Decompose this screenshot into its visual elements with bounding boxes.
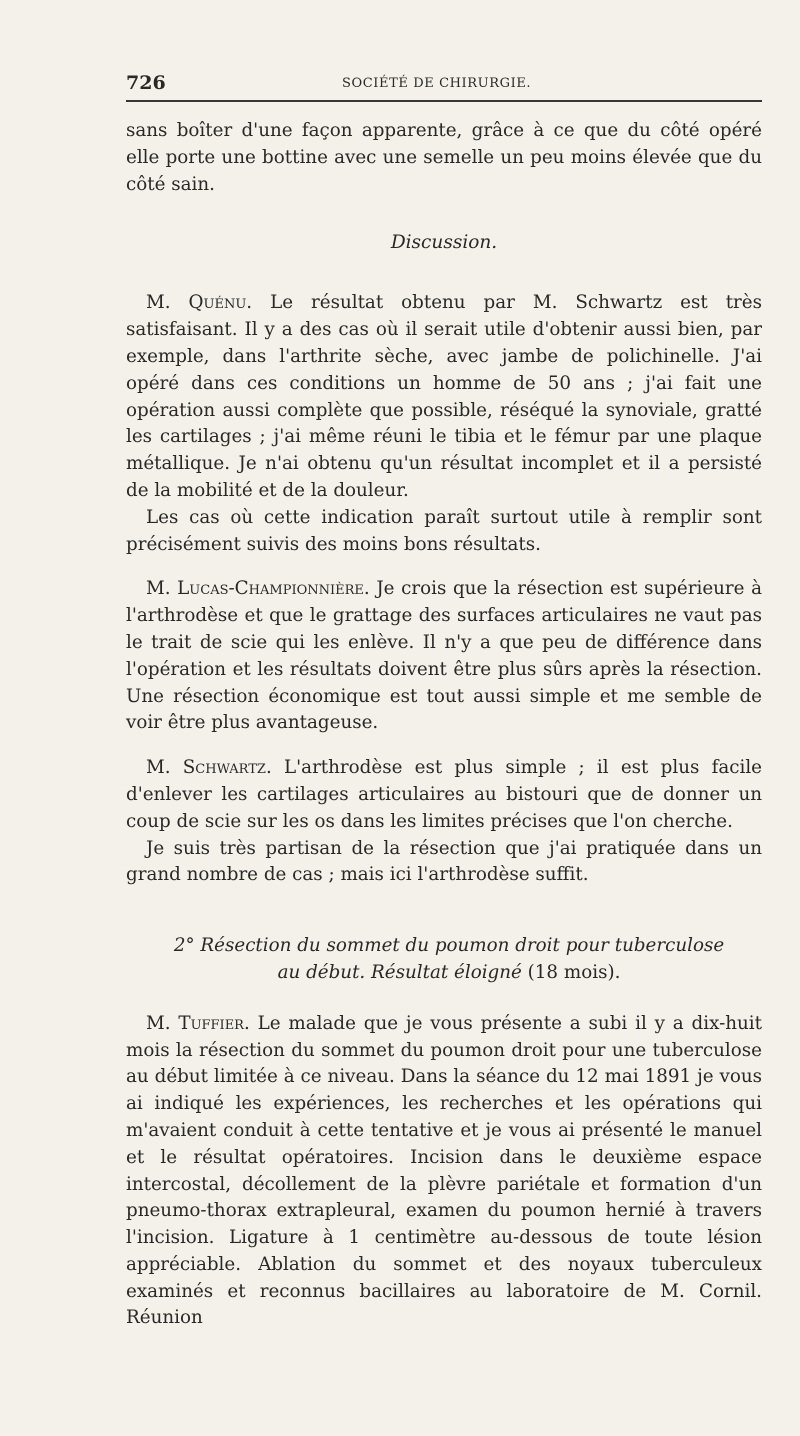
page-header [126, 66, 762, 94]
paragraph-tuffier [126, 1011, 762, 1333]
speaker-lucas-championniere: M. Lucas-Championnière. [146, 578, 370, 600]
paragraph-schwartz-2: Je suis très partisan de la résection que j'ai pratiquée dans un grand nombre de cas ; mais ici l'arthrodèse suffit. [126, 837, 762, 886]
text-quenu: Le résultat obtenu par M. Schwartz est très satisfaisant. Il y a des cas où il serait utile d'obtenir aussi bien, par exemple, dans l'arthrite sèche, avec jambe de polichinelle. J'ai opéré dans ces conditions un homme de 50 ans ; j'ai fait une opération aussi complète que possible, réséqué la synoviale, gratté les cartilages ; j'ai même réuni le tibia et le fémur par une plaque métallique. Je n'ai obtenu qu'un résultat incomplet et il a persisté de la mobilité et de la douleur. [126, 292, 762, 501]
text-tuffier: Le malade que je vous présente a subi il y a dix-huit mois la résection du sommet du poumon droit pour une tuberculose au début limitée à ce niveau. Dans la séance du 12 mai 1891 je vous ai indiqué les expériences, les recherches et les opérations qui m'avaient conduit à cette tentative et je vous ai présenté le manuel et le résultat opératoires. Incision dans le deuxième espace intercostal, décollement de la plèvre pariétale et formation d'un pneumo-thorax extrapleural, examen du poumon hernié à travers l'incision. Ligature à 1 centimètre au-dessous de toute lésion appréciable. Ablation du sommet et des noyaux tuberculeux examinés et reconnus bacillaires au laboratoire de M. Cornil. Réunion [126, 1012, 762, 1329]
text-lucas: Je crois que la résection est supérieure à l'arthrodèse et que le grattage des surfaces articulaires ne vaut pas le trait de scie qui les enlève. Il n'y a que peu de différence dans l'opération et les résultats doivent être plus sûrs après la résection. Une résection économique est tout aussi simple et me semble de voir être plus avantageuse. [126, 578, 763, 734]
header-rule [126, 100, 762, 102]
section-heading-line1: 2° Résection du sommet du poumon droit pour tuberculose [173, 935, 725, 957]
paragraph-quenu [126, 290, 762, 504]
section-heading-line2 [136, 960, 762, 987]
section-heading-line2-rest: (18 mois). [521, 961, 621, 983]
speaker-tuffier: M. Tuffier. [146, 1012, 250, 1034]
page-number: 726 [126, 72, 166, 94]
paragraph-continuation: sans boîter d'une façon apparente, grâce à ce que du côté opéré elle porte une bottine avec une semelle un peu moins élevée que du côté sain. [126, 120, 762, 195]
paragraph-lucas [126, 576, 762, 737]
speaker-schwartz: M. Schwartz. [146, 757, 272, 779]
section-heading [126, 933, 762, 987]
paragraph-schwartz [126, 755, 762, 835]
speaker-quenu: M. Quénu. [146, 292, 253, 314]
running-head: SOCIÉTÉ DE CHIRURGIE. [342, 76, 532, 91]
page-body [126, 118, 762, 1332]
text-schwartz: L'arthrodèse est plus simple ; il est plus facile d'enlever les cartilages articulaires au bistouri que de donner un coup de scie sur les os dans les limites précises que l'on cherche. [126, 757, 762, 832]
discussion-heading: Discussion. [390, 232, 498, 254]
section-heading-line2-italic: au début. Résultat éloigné [277, 961, 522, 983]
paragraph-quenu-2: Les cas où cette indication paraît surtout utile à remplir sont précisément suivis des moins bons résultats. [126, 506, 762, 555]
